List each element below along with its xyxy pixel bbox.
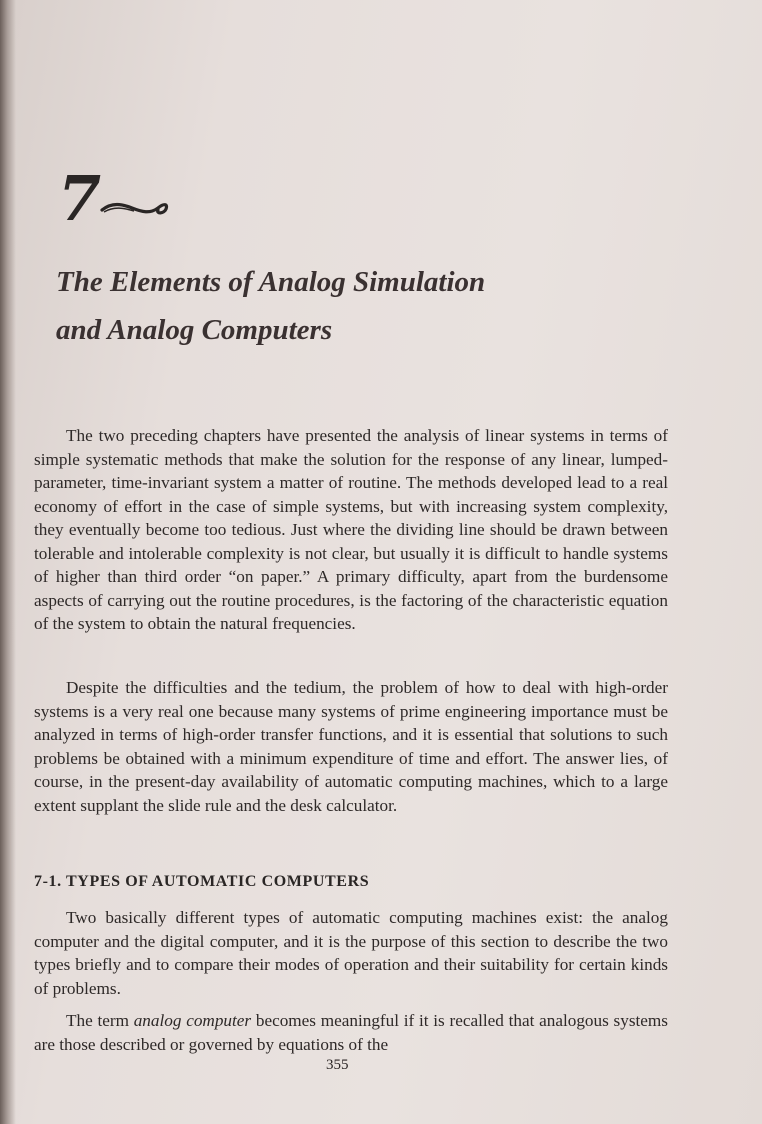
chapter-number: 7 xyxy=(58,162,102,235)
chapter-title xyxy=(56,258,676,354)
section-heading: 7-1. TYPES OF AUTOMATIC COMPUTERS xyxy=(34,873,370,890)
intro-paragraph-1-text: The two preceding chapters have presented the analysis of linear systems in terms of simple systematic methods that make the solution for the response of any linear, lumped-parameter, time-invariant system a matter of routine. The methods developed lead to a real economy of effort in the case of simple systems, but with increasing system complexity, they eventually become too tedious. Just where the dividing line should be drawn between tolerable and intolerable complexity is not clear, but usually it is difficult to handle systems of higher than third order “on paper.” A primary difficulty, apart from the burdensome aspects of carrying out the routine procedures, is the factoring of the characteristic equation of the system to obtain the natural frequencies. xyxy=(34,426,668,633)
section-paragraph-1 xyxy=(34,906,668,1000)
chapter-title-line-2: and Analog Computers xyxy=(56,314,333,346)
section-paragraph-2 xyxy=(34,1009,668,1056)
section-paragraph-1-text: Two basically different types of automatic computing machines exist: the analog computer and the digital computer, and it is the purpose of this section to describe the two types briefly and to compare their modes of operation and their suitability for certain kinds of problems. xyxy=(34,908,668,998)
section-paragraph-2-rest: becomes meaningful if it is recalled that analogous systems are those described or governed by equations of the xyxy=(34,1011,668,1054)
analog-computer-term: analog computer xyxy=(133,1011,252,1030)
page-number: 355 xyxy=(326,1057,349,1073)
section-paragraph-2-lead: The term xyxy=(66,1011,134,1030)
chapter-title-line-1: The Elements of Analog Simulation xyxy=(56,266,486,298)
binding-shadow xyxy=(0,0,16,1124)
intro-paragraph-2 xyxy=(34,676,668,817)
intro-paragraph-2-text: Despite the difficulties and the tedium, the problem of how to deal with high-order systems is a very real one because many systems of prime engineering importance must be analyzed in terms of high-order transfer functions, and it is essential that solutions to such problems be obtained with a minimum expenditure of time and effort. The answer lies, of course, in the present-day availability of automatic computing machines, which to a large extent supplant the slide rule and the desk calculator. xyxy=(34,678,668,815)
intro-paragraph-1 xyxy=(34,424,668,636)
chapter-ornament-icon xyxy=(98,192,172,220)
